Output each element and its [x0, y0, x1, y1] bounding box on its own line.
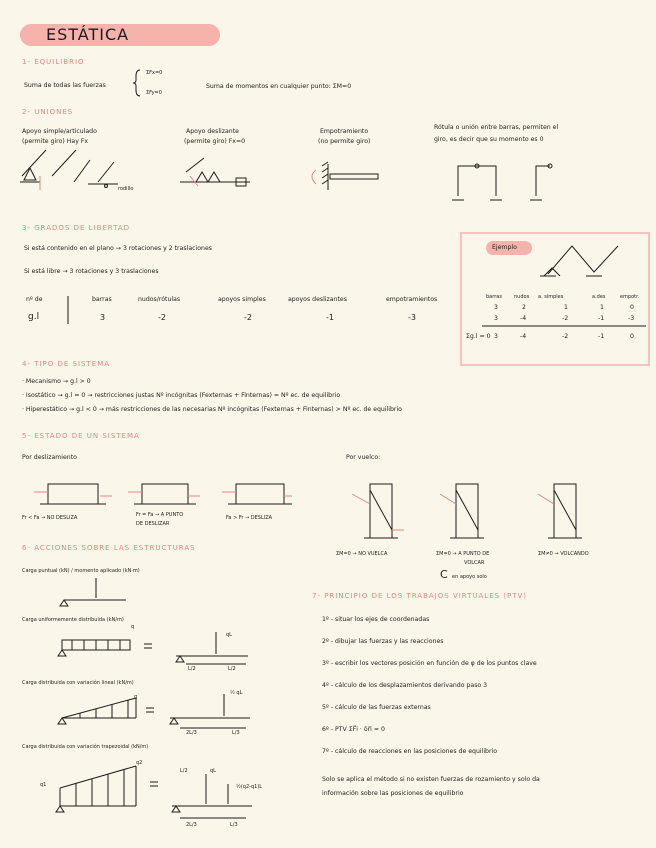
L3-label-2: L/3: [230, 822, 238, 828]
gl-line-2: Si está libre → 3 rotaciones y 3 traslaciones: [24, 268, 159, 275]
ptv-step-5: 5º - cálculo de las fuerzas externas: [322, 704, 431, 711]
q-label-2: q: [134, 694, 138, 700]
ex-r3-1: -4: [520, 333, 527, 340]
ptv-step-6: 6º - PTV ΣF⃗i · δr⃗i = 0: [322, 726, 385, 733]
section-1-heading: 1- EQUILIBRIO: [22, 58, 85, 66]
ex-col-ades: a.des: [592, 294, 606, 300]
ex-r1-2: 1: [564, 304, 568, 311]
gl-row-label-2: g.l: [28, 312, 40, 322]
por-vuelco: Por vuelco:: [346, 454, 381, 461]
example-truss-icon: [540, 246, 618, 276]
apoyo-desl-label: Apoyo deslizante: [186, 128, 239, 135]
ex-r1-1: 2: [522, 304, 526, 311]
ptv-step-1: 1º - situar los ejes de coordenadas: [322, 616, 430, 623]
q1-label: q1: [40, 782, 47, 788]
eq-fx: ΣFx=0: [146, 70, 163, 76]
empotr-label: Empotramiento: [320, 128, 369, 135]
gl-col-barras: barras: [92, 296, 112, 303]
carga-lineal: Carga distribuida con variación lineal (kN/m): [22, 680, 134, 686]
L2-label-2: L/2: [228, 666, 236, 672]
desl-case-3: Fa > Fr → DESLIZA: [226, 515, 273, 521]
ex-r1-4: 0: [630, 304, 634, 311]
vuelco-case-3: ΣM≠0 → VOLCANDO: [538, 551, 589, 557]
apoyo-simple-icon: [20, 150, 118, 188]
empotramiento-icon: [322, 162, 378, 190]
empotr-sub: (no permite giro): [318, 138, 371, 145]
moment-arrow-icon: [312, 170, 316, 184]
c-symbol: C: [440, 568, 448, 581]
gl-val-adesl: -1: [326, 313, 334, 322]
page-title: ESTÁTICA: [46, 25, 130, 44]
ex-r1-0: 3: [494, 304, 498, 311]
desl-case-2a: Fr = Fa → A PUNTO: [136, 512, 184, 518]
section-3-heading: 3- GRADOS DE LIBERTAD: [22, 224, 131, 232]
block-desliza: [236, 484, 284, 504]
ex-col-nudos: nudos: [514, 294, 530, 300]
ex-r3-2: -2: [562, 333, 569, 340]
ex-sum-label: Σg.l = 0: [466, 333, 491, 340]
tipo-hiperestatico: · Hiperestático → g.l < 0 → más restricciones de las necesarias Nº incógnitas (Fexternas + Finternas) > Nº ec. de equilibrio: [22, 406, 402, 413]
apoyo-simple-sub: (permite giro) Hay Fx: [22, 138, 89, 145]
ex-r2-0: 3: [494, 315, 498, 322]
ptv-note-2: información sobre las posiciones de equilibrio: [322, 790, 464, 797]
L3-label-1: L/3: [232, 730, 240, 736]
apoyo-solo: en apoyo solo: [452, 574, 487, 580]
section-7-heading: 7- PRINCIPIO DE LOS TRABAJOS VIRTUALES (PTV): [312, 592, 528, 600]
ptv-step-3: 3º - escribir los vectores posición en función de φ de los puntos clave: [322, 660, 537, 667]
carga-uniforme: Carga uniformemente distribuida (kN/m): [22, 617, 124, 623]
ex-col-empotr: empotr.: [620, 294, 640, 300]
beam-trapezoidal: [56, 766, 252, 818]
ex-r3-3: -1: [598, 333, 605, 340]
beam-lineal: [58, 694, 250, 728]
beam-uniforme: [58, 632, 248, 664]
gl-val-asimples: -2: [244, 313, 252, 322]
apoyo-deslizante-icon: [180, 158, 250, 186]
ptv-step-7: 7º - cálculo de reacciones en las posiciones de equilibrio: [322, 748, 498, 755]
vuelco-case-1: ΣM=0 → NO VUELCA: [336, 551, 388, 557]
example-label: Ejemplo: [492, 244, 517, 251]
section-5-heading: 5- ESTADO DE UN SISTEMA: [22, 432, 140, 440]
rotula-text-2: giro, es decir que su momento es 0: [434, 136, 544, 143]
vuelco-case-2b: VOLCAR: [464, 560, 485, 566]
rotula-frames-icon: [452, 164, 552, 200]
q-label-1: q: [131, 624, 135, 630]
section-4-heading: 4- TIPO DE SISTEMA: [22, 360, 111, 368]
rodillo-label: rodillo: [118, 186, 134, 192]
trap-qL-label: ½(q2-q1)L: [236, 784, 263, 790]
ptv-step-2: 2º - dibujar las fuerzas y las reacciones: [322, 638, 444, 645]
gl-val-empotr: -3: [408, 313, 416, 322]
section-6-heading: 6- ACCIONES SOBRE LAS ESTRUCTURAS: [22, 544, 196, 552]
gl-col-adesl: apoyos deslizantes: [288, 296, 347, 303]
qL-label: qL: [226, 632, 232, 638]
tipo-mecanismo: · Mecanismo → g.l > 0: [22, 378, 91, 385]
apoyo-desl-sub: (permite giro) Fx=0: [184, 138, 246, 145]
por-deslizamiento: Por deslizamiento: [22, 454, 77, 461]
block-no-desliza: [48, 484, 98, 504]
ex-col-asimples: a. simples: [538, 294, 564, 300]
L2-label-1: L/2: [188, 666, 196, 672]
L2-label-3: L/2: [180, 768, 188, 774]
ptv-note-1: Solo se aplica el método si no existen fuerzas de rozamiento y solo da: [322, 776, 540, 783]
block-a-punto: [142, 484, 188, 504]
gl-col-asimples: apoyos simples: [218, 296, 266, 303]
2L3-label-2: 2L/3: [186, 822, 197, 828]
ex-r2-4: -3: [628, 315, 635, 322]
ex-r2-1: -4: [520, 315, 527, 322]
carga-trapezoidal: Carga distribuida con variación trapezoidal (kN/m): [22, 744, 149, 750]
ex-r3-4: 0: [630, 333, 634, 340]
gl-line-1: Si está contenido en el plano → 3 rotaciones y 2 traslaciones: [24, 245, 212, 252]
beam-puntual: [60, 578, 126, 606]
brace-icon: [133, 70, 140, 96]
ex-r2-3: -1: [598, 315, 605, 322]
tipo-isostatico: · Isostático → g.l = 0 → restricciones justas Nº incógnitas (Fexternas + Finternas) = Nº ec. de equilibrio: [22, 392, 341, 399]
forces-text: Suma de todas las fuerzas: [24, 82, 106, 89]
qL-label-2: qL: [210, 768, 216, 774]
desl-case-1: Fr < Fa → NO DESLIZA: [22, 515, 78, 521]
ex-r1-3: 1: [600, 304, 604, 311]
rotula-text-1: Rótula o unión entre barras, permiten el: [434, 124, 559, 131]
eq-fy: ΣFy=0: [146, 90, 162, 96]
half-qL-label: ½ qL: [230, 690, 243, 696]
2L3-label-1: 2L/3: [186, 730, 197, 736]
gl-val-barras: 3: [100, 313, 106, 322]
moments-text: Suma de momentos en cualquier punto: ΣM=0: [206, 83, 352, 90]
ptv-step-4: 4º - cálculo de los desplazamientos derivando paso 3: [322, 682, 488, 689]
gl-col-empotr: empotramientos: [386, 296, 438, 303]
apoyo-simple-label: Apoyo simple/articulado: [22, 128, 97, 135]
ex-r2-2: -2: [562, 315, 569, 322]
ex-r3-0: 3: [494, 333, 498, 340]
gl-col-nudos: nudos/rótulas: [138, 296, 181, 303]
q2-label: q2: [136, 760, 143, 766]
desl-case-2b: DE DESLIZAR: [136, 521, 170, 527]
ex-col-barras: barras: [486, 294, 502, 300]
carga-puntual: Carga puntual (kN) / momento aplicado (kN·m): [22, 568, 140, 574]
gl-val-nudos: -2: [158, 313, 166, 322]
vuelco-case-2a: ΣM=0 → A PUNTO DE: [436, 551, 490, 557]
section-2-heading: 2- UNIONES: [22, 108, 74, 116]
gl-row-label-1: nº de: [26, 296, 43, 303]
